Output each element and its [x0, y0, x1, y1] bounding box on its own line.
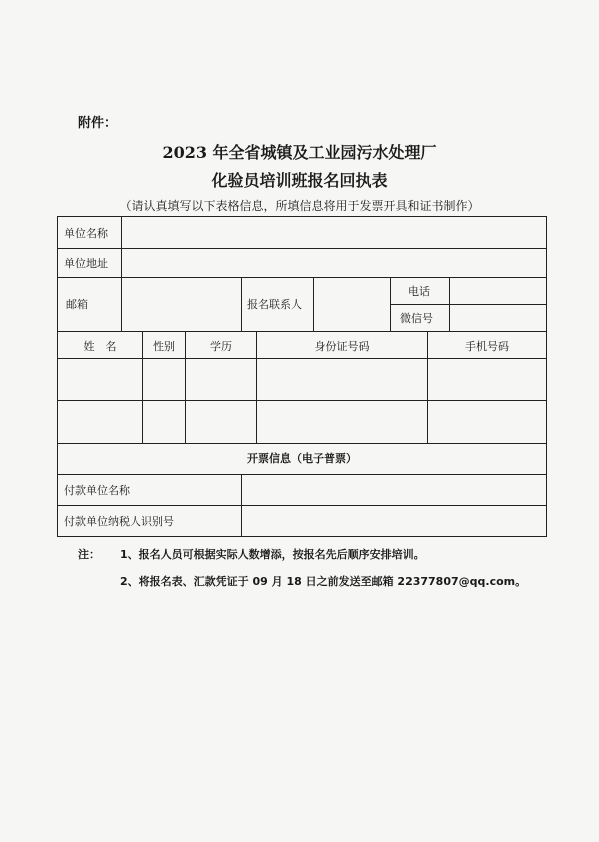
- unit-address-label: 单位地址: [64, 257, 108, 270]
- column-name: 姓 名: [83, 340, 117, 353]
- notes-prefix: 注：: [78, 548, 100, 561]
- title-line-2: 化验员培训班报名回执表: [211, 171, 388, 190]
- payer-name-label: 付款单位名称: [64, 484, 130, 497]
- wechat-label: 微信号: [400, 312, 433, 325]
- title-line-1: 2023 年全省城镇及工业园污水处理厂: [162, 143, 437, 162]
- unit-name-label: 单位名称: [64, 227, 108, 240]
- subtitle: （请认真填写以下表格信息，所填信息将用于发票开具和证书制作）: [119, 199, 480, 213]
- phone-label: 电话: [408, 285, 430, 298]
- column-id-number: 身份证号码: [314, 340, 370, 353]
- attachment-label: 附件：: [78, 116, 118, 131]
- invoice-heading: 开票信息（电子普票）: [247, 452, 357, 465]
- column-education: 学历: [210, 340, 232, 353]
- payer-tax-id-label: 付款单位纳税人识别号: [64, 515, 174, 528]
- note-item-1: 1、报名人员可根据实际人数增添，按报名先后顺序安排培训。: [120, 548, 425, 561]
- contact-person-label: 报名联系人: [247, 298, 302, 311]
- postcode-label: 邮箱: [66, 298, 88, 311]
- column-gender: 性别: [153, 340, 175, 353]
- column-mobile: 手机号码: [465, 340, 509, 353]
- note-item-2: 2、将报名表、汇款凭证于 09 月 18 日之前发送至邮箱 22377807@qq.com。: [120, 575, 527, 588]
